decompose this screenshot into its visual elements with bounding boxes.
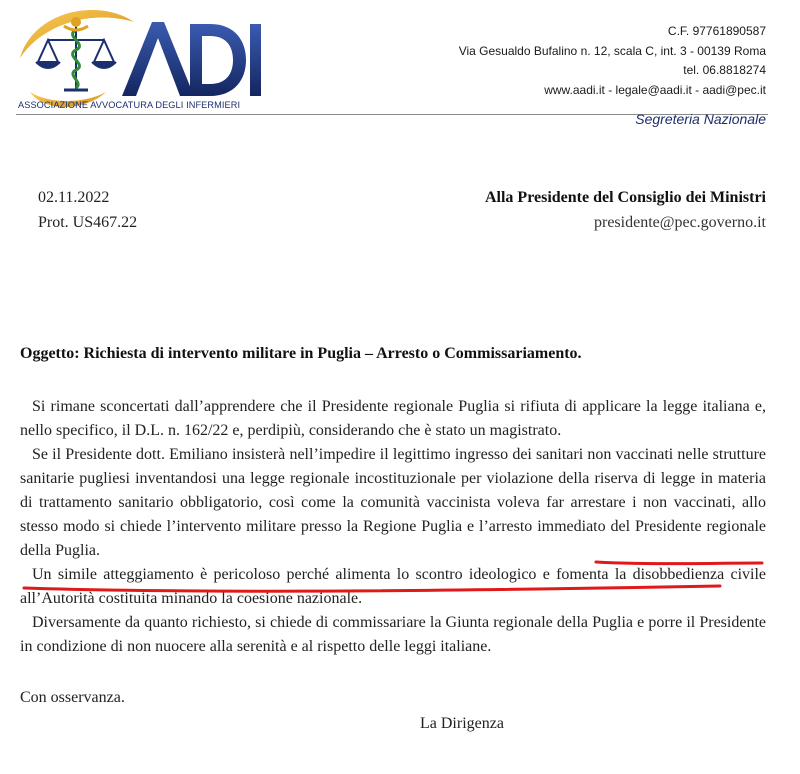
recipient-name: Alla Presidente del Consiglio dei Ministri [484,189,766,206]
web-and-email: www.aadi.it - legale@aadi.it - aadi@pec.it [544,82,766,97]
contact-block [459,22,766,100]
protocol-number: Prot. US467.22 [38,214,138,231]
paragraph-1: Si rimane sconcertati dall’apprendere che il Presidente regionale Puglia si rifiuta di applicare la legge italiana e, nello specifico, il D.L. n. 162/22 e, perdipiù, considerando che è stato un magistrato. [20,398,766,439]
recipient-block [485,185,766,235]
paragraph-2: Se il Presidente dott. Emiliano insisterà nell’impedire il legittimo ingresso dei sanitari non vaccinati nelle strutture sanitarie pugliesi inventandosi una legge regionale incostituzionale per violazione della riserva di legge in materia di trattamento sanitario obbligatorio, così come la comunità vaccinista voleva far arrestare i non vaccinati, allo stesso modo si chiede l’intervento militare presso la Regione Puglia e l’arresto immediato del Presidente regionale della Puglia. [20,446,766,559]
logo-caption: ASSOCIAZIONE AVVOCATURA DEGLI INFERMIERI [18,100,241,110]
address: Via Gesualdo Bufalino n. 12, scala C, int. 3 - 00139 Roma [458,43,766,58]
letter-body [20,395,766,659]
phone: tel. 06.8818274 [683,63,766,77]
logo-letters [122,22,261,96]
office-label: Segreteria Nazionale [635,111,766,127]
tax-code: C.F. 97761890587 [667,24,766,38]
date-block [38,185,137,235]
letter-date: 02.11.2022 [38,189,110,206]
subject-line: Oggetto: Richiesta di intervento militare in Puglia – Arresto o Commissariamento. [20,345,582,362]
signature: La Dirigenza [420,715,504,732]
paragraph-4: Diversamente da quanto richiesto, si chiede di commissariare la Giunta regionale della Puglia e porre il Presidente in condizione di non nuocere alla serenità e al rispetto delle leggi italiane. [20,614,766,655]
recipient-email: presidente@pec.governo.it [593,214,766,231]
paragraph-3: Un simile atteggiamento è pericoloso perché alimenta lo scontro ideologico e fomenta la disobbedienza civile all’Autorità costituita minando la coesione nazionale. [20,566,766,607]
closing-line: Con osservanza. [20,689,125,706]
